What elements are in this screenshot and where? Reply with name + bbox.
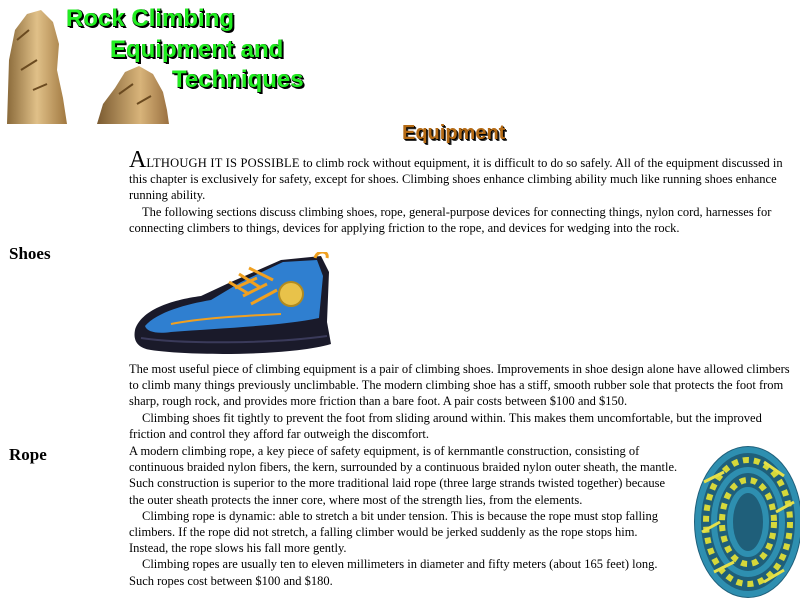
site-title-line-2: Equipment and bbox=[110, 36, 284, 63]
site-title-line-3: Techniques bbox=[172, 66, 304, 93]
intro-paragraph-1 bbox=[129, 147, 783, 203]
shoes-paragraph-2: Climbing shoes fit tightly to prevent the foot from sliding around within. This makes them uncomfortable, but the improved friction and control they afford far outweigh the discomfort. bbox=[129, 410, 762, 441]
climbing-shoe-image bbox=[131, 252, 336, 357]
rope-paragraph-2: Climbing rope is dynamic: able to stretch a bit under tension. This is because the rope must stop falling climbers. If the rope did not stretch, a falling climber would be jerked suddenly as the rope stops him. Instead, the rope slows his fall more gently. bbox=[129, 508, 658, 556]
coiled-rope-image bbox=[684, 442, 800, 600]
rope-text bbox=[129, 443, 679, 589]
intro-paragraph-1-rest: to climb rock without equipment, it is difficult to do so safely. All of the equipment discussed in this chapter is exclusively for safety, except for shoes. Climbing shoes enhance climbing ability much like running shoes enhance running ability. bbox=[129, 156, 783, 203]
intro-text bbox=[129, 147, 789, 236]
rope-heading: Rope bbox=[9, 445, 47, 464]
intro-paragraph-2: The following sections discuss climbing shoes, rope, general-purpose devices for connecting things, nylon cord, harnesses for connecting climbers to things, devices for applying friction to the rope, and devices for wedging into the rock. bbox=[129, 204, 772, 235]
rope-paragraph-1: A modern climbing rope, a key piece of safety equipment, is of kernmantle construction, consisting of continuous braided nylon fibers, the kern, surrounded by a continuous braided nylon outer sheath, the mantle. Such construction is superior to the more traditional laid rope (three large strands twisted together) because the outer sheath protects the inner core, where most of the strength lies, from the elements. bbox=[129, 444, 678, 507]
shoes-paragraph-1: The most useful piece of climbing equipment is a pair of climbing shoes. Improvements in shoe design alone have allowed climbers to climb many things previously unclimbable. The modern climbing shoe has a stiff, smooth rubber sole that protects the foot from sharp, rough rock, and provides more friction than a bare foot. A pair costs between $100 and $150. bbox=[129, 362, 790, 409]
intro-smallcaps: LTHOUGH IT IS POSSIBLE bbox=[146, 156, 300, 170]
equipment-heading: Equipment bbox=[402, 122, 506, 144]
shoes-text bbox=[129, 361, 795, 442]
rope-paragraph-3: Climbing ropes are usually ten to eleven millimeters in diameter and fifty meters (about 165 feet) long. Such ropes cost between $100 and $180. bbox=[129, 557, 658, 588]
site-title-line-1: Rock Climbing bbox=[66, 5, 235, 32]
shoes-heading: Shoes bbox=[9, 244, 51, 263]
dropcap-letter: A bbox=[129, 147, 147, 173]
